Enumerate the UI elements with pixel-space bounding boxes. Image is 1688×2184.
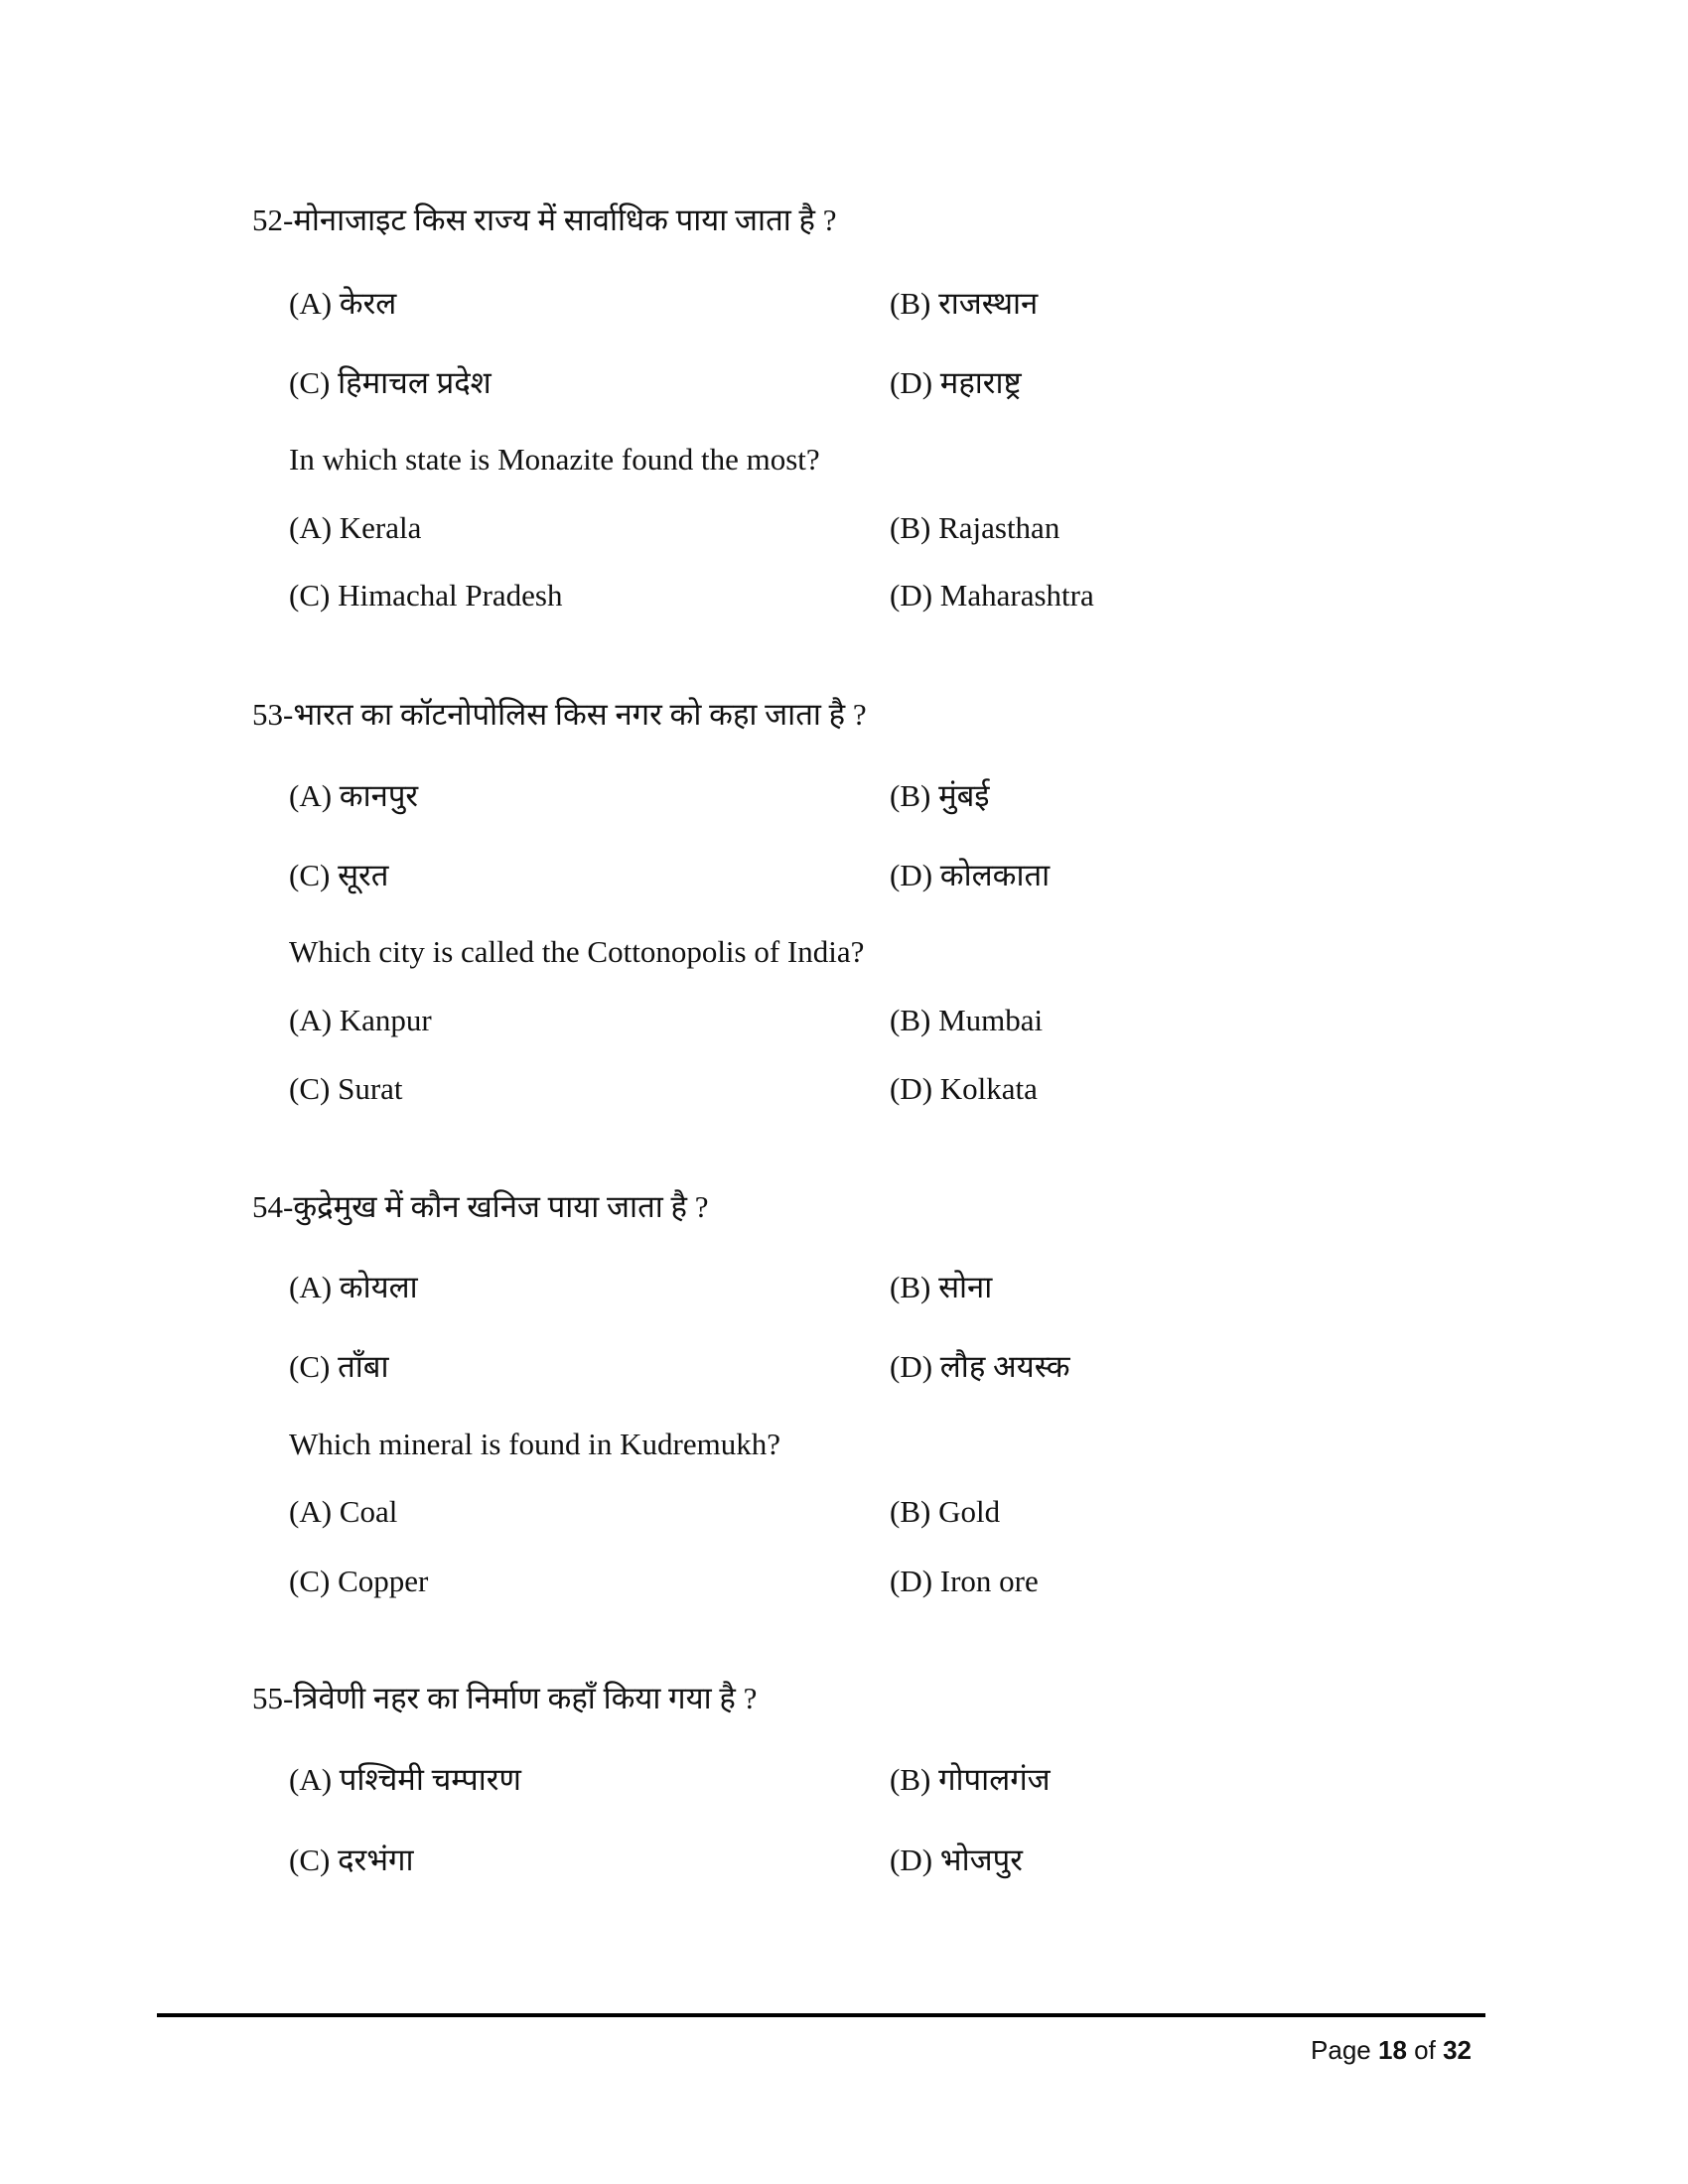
option-d-hindi: (D) कोलकाता: [890, 858, 1051, 892]
option-a-english: (A) Coal: [289, 1494, 398, 1529]
question-hindi: 52-मोनाजाइट किस राज्य में सार्वाधिक पाया जाता है ?: [252, 203, 837, 237]
option-b-english: (B) Rajasthan: [890, 510, 1060, 545]
option-b-hindi: (B) सोना: [890, 1270, 993, 1304]
option-b-hindi: (B) गोपालगंज: [890, 1762, 1051, 1797]
option-c-hindi: (C) ताँबा: [289, 1349, 389, 1384]
of-label: of: [1414, 2035, 1436, 2065]
option-d-hindi: (D) लौह अयस्क: [890, 1349, 1070, 1384]
option-a-hindi: (A) पश्चिमी चम्पारण: [289, 1762, 521, 1797]
question-english: Which city is called the Cottonopolis of India?: [289, 934, 865, 969]
option-b-english: (B) Mumbai: [890, 1003, 1044, 1037]
option-d-hindi: (D) भोजपुर: [890, 1843, 1023, 1877]
option-a-english: (A) Kerala: [289, 510, 422, 545]
option-b-english: (B) Gold: [890, 1494, 1001, 1529]
option-b-hindi: (B) मुंबई: [890, 778, 990, 813]
question-hindi: 55-त्रिवेणी नहर का निर्माण कहाँ किया गया है ?: [252, 1681, 758, 1715]
question-english: Which mineral is found in Kudremukh?: [289, 1427, 781, 1461]
page-number: [1311, 2033, 1472, 2067]
current-page: 18: [1378, 2035, 1407, 2065]
footer-divider: [157, 2013, 1485, 2017]
option-c-english: (C) Himachal Pradesh: [289, 578, 563, 613]
option-c-hindi: (C) हिमाचल प्रदेश: [289, 365, 492, 400]
option-d-english: (D) Maharashtra: [890, 578, 1094, 613]
option-d-hindi: (D) महाराष्ट्र: [890, 365, 1022, 400]
option-a-hindi: (A) कानपुर: [289, 778, 419, 813]
option-a-hindi: (A) केरल: [289, 286, 397, 321]
option-a-english: (A) Kanpur: [289, 1003, 432, 1037]
page-label: Page: [1311, 2035, 1371, 2065]
question-hindi: 54-कुद्रेमुख में कौन खनिज पाया जाता है ?: [252, 1189, 709, 1224]
option-d-english: (D) Iron ore: [890, 1564, 1039, 1598]
option-c-english: (C) Surat: [289, 1071, 403, 1106]
question-hindi: 53-भारत का कॉटनोपोलिस किस नगर को कहा जाता है ?: [252, 697, 867, 732]
option-b-hindi: (B) राजस्थान: [890, 286, 1039, 321]
option-c-hindi: (C) दरभंगा: [289, 1843, 414, 1877]
option-c-english: (C) Copper: [289, 1564, 429, 1598]
total-pages: 32: [1443, 2035, 1472, 2065]
option-a-hindi: (A) कोयला: [289, 1270, 418, 1304]
option-c-hindi: (C) सूरत: [289, 858, 389, 892]
question-english: In which state is Monazite found the most?: [289, 442, 820, 477]
option-d-english: (D) Kolkata: [890, 1071, 1038, 1106]
